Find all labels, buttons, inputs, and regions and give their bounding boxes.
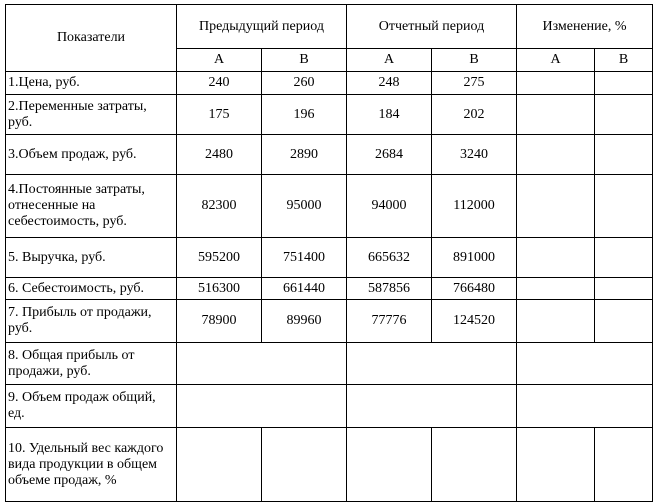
header-previous-period: Предыдущий период — [177, 5, 347, 49]
cell-prev-b: 260 — [262, 72, 347, 95]
cell-prev-a: 516300 — [177, 278, 262, 300]
cell-change-b — [595, 300, 653, 343]
cell-rep-a: 77776 — [347, 300, 432, 343]
cell-prev-a — [177, 428, 262, 502]
row-label: 4.Постоянные затраты, отнесенные на себестоимость, руб. — [6, 175, 177, 238]
cell-change-a — [517, 300, 595, 343]
cell-prev-b: 196 — [262, 95, 347, 135]
header-prev-b: В — [262, 49, 347, 72]
cell-change-b — [595, 72, 653, 95]
row-label: 7. Прибыль от продажи, руб. — [6, 300, 177, 343]
table-row — [6, 175, 653, 238]
cell-rep-a: 94000 — [347, 175, 432, 238]
cell-prev-total — [177, 343, 347, 385]
header-report-period: Отчетный период — [347, 5, 517, 49]
cell-change-a — [517, 135, 595, 175]
financial-indicators-table — [5, 4, 653, 502]
cell-prev-a: 595200 — [177, 238, 262, 278]
table-row — [6, 95, 653, 135]
cell-rep-b: 275 — [432, 72, 517, 95]
row-label: 6. Себестоимость, руб. — [6, 278, 177, 300]
cell-rep-a: 665632 — [347, 238, 432, 278]
cell-rep-total — [347, 385, 517, 428]
cell-change-b — [595, 238, 653, 278]
table-row — [6, 135, 653, 175]
cell-change-b — [595, 135, 653, 175]
cell-prev-b: 2890 — [262, 135, 347, 175]
cell-rep-b — [432, 428, 517, 502]
cell-prev-a: 240 — [177, 72, 262, 95]
cell-prev-a: 82300 — [177, 175, 262, 238]
row-label: 2.Переменные затраты, руб. — [6, 95, 177, 135]
cell-prev-b: 661440 — [262, 278, 347, 300]
row-label: 9. Объем продаж общий, ед. — [6, 385, 177, 428]
cell-rep-b: 202 — [432, 95, 517, 135]
cell-prev-b: 95000 — [262, 175, 347, 238]
row-label: 1.Цена, руб. — [6, 72, 177, 95]
header-change-a: А — [517, 49, 595, 72]
table-row — [6, 385, 653, 428]
cell-rep-total — [347, 343, 517, 385]
cell-prev-a: 175 — [177, 95, 262, 135]
cell-rep-a: 587856 — [347, 278, 432, 300]
header-rep-a: А — [347, 49, 432, 72]
row-label: 3.Объем продаж, руб. — [6, 135, 177, 175]
cell-rep-a: 2684 — [347, 135, 432, 175]
cell-prev-b — [262, 428, 347, 502]
header-rep-b: В — [432, 49, 517, 72]
cell-prev-total — [177, 385, 347, 428]
cell-change-total — [517, 385, 653, 428]
cell-rep-b: 766480 — [432, 278, 517, 300]
header-change: Изменение, % — [517, 5, 653, 49]
cell-change-a — [517, 95, 595, 135]
cell-rep-a: 248 — [347, 72, 432, 95]
cell-prev-a: 2480 — [177, 135, 262, 175]
cell-change-total — [517, 343, 653, 385]
table-row — [6, 238, 653, 278]
cell-change-b — [595, 428, 653, 502]
cell-change-b — [595, 95, 653, 135]
cell-rep-b: 891000 — [432, 238, 517, 278]
table-row — [6, 72, 653, 95]
cell-prev-b: 89960 — [262, 300, 347, 343]
cell-change-a — [517, 175, 595, 238]
cell-rep-b: 3240 — [432, 135, 517, 175]
row-label: 8. Общая прибыль от продажи, руб. — [6, 343, 177, 385]
header-indicators: Показатели — [6, 5, 177, 72]
cell-prev-b: 751400 — [262, 238, 347, 278]
cell-change-a — [517, 428, 595, 502]
table-row — [6, 278, 653, 300]
cell-change-b — [595, 175, 653, 238]
cell-change-a — [517, 238, 595, 278]
row-label: 10. Удельный вес каждого вида продукции в общем объеме продаж, % — [6, 428, 177, 502]
header-change-b: В — [595, 49, 653, 72]
row-label: 5. Выручка, руб. — [6, 238, 177, 278]
table-row — [6, 428, 653, 502]
cell-rep-b: 112000 — [432, 175, 517, 238]
table-row — [6, 343, 653, 385]
table-row — [6, 300, 653, 343]
cell-change-b — [595, 278, 653, 300]
cell-rep-b: 124520 — [432, 300, 517, 343]
cell-change-a — [517, 278, 595, 300]
cell-rep-a: 184 — [347, 95, 432, 135]
cell-prev-a: 78900 — [177, 300, 262, 343]
cell-rep-a — [347, 428, 432, 502]
header-prev-a: А — [177, 49, 262, 72]
cell-change-a — [517, 72, 595, 95]
